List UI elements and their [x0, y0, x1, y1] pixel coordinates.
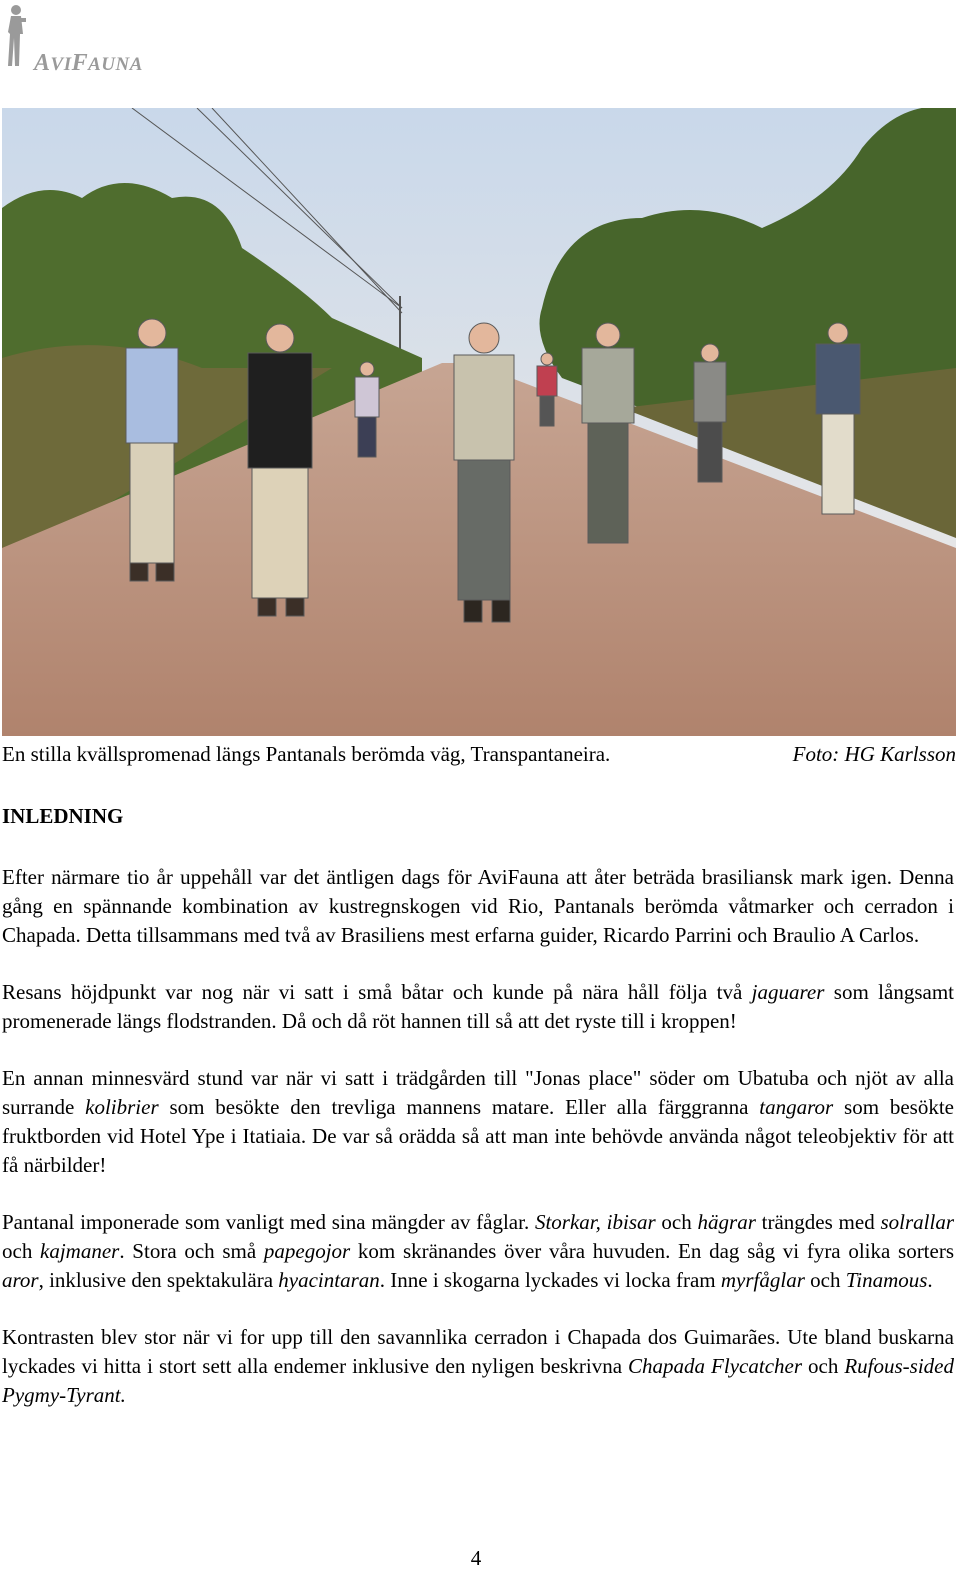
logo-wordmark: AVIFAUNA: [34, 50, 143, 76]
text-run: trängdes med: [755, 1210, 881, 1234]
text-run: .: [927, 1268, 933, 1292]
italic-term: aror: [2, 1268, 39, 1292]
italic-term: hyacintaran: [278, 1268, 380, 1292]
text-run: . Stora och små: [119, 1239, 264, 1263]
text-run: som besökte den trevliga mannens matare. Eller alla färggranna: [158, 1095, 760, 1119]
text-run: och: [655, 1210, 698, 1234]
italic-term: papegojor: [263, 1239, 351, 1263]
text-run: , inklusive den spektakulära: [38, 1268, 279, 1292]
paragraph: [2, 863, 954, 950]
italic-term: kajmaner: [40, 1239, 120, 1263]
italic-term: hägrar: [697, 1210, 756, 1234]
text-run: och: [2, 1239, 41, 1263]
text-run: som långsamt promenerade längs flodstranden. Då och då röt hannen till så att det ryste till i kroppen!: [2, 980, 954, 1033]
italic-term: solrallar: [880, 1210, 955, 1234]
text-run: Kontrasten blev stor när vi for upp till den savannlika cerradon i Chapada dos Guimarães. Ute bland buskarna lyckades vi hitta i stort sett alla endemer inklusive den nyligen beskrivna: [2, 1325, 954, 1378]
italic-term: tangaror: [759, 1095, 834, 1119]
birder-silhouette-icon: [4, 4, 30, 72]
section-heading: INLEDNING: [2, 804, 124, 828]
text-run: . Inne i skogarna lyckades vi locka fram: [379, 1268, 721, 1292]
text-run: Efter närmare tio år uppehåll var det äntligen dags för AviFauna att åter beträda brasiliansk mark igen. Denna gång en spännande kombination av kustregnskogen vid Rio, Pantanals berömda våtmarker och cerradon i Chapada. Detta tillsammans med två av Brasiliens mest erfarna guider, Ricardo Parrini och Braulio A Carlos.: [2, 865, 954, 947]
italic-term: kolibrier: [85, 1095, 159, 1119]
paragraph: [2, 1064, 954, 1180]
text-run: En annan minnesvärd stund var när vi satt i trädgården till "Jonas place" söder om Ubatuba och njöt av alla surrande: [2, 1066, 954, 1119]
italic-term: Rufous-sided Pygmy-Tyrant.: [2, 1354, 954, 1407]
avifauna-logo: [4, 4, 184, 74]
text-run: och: [804, 1268, 846, 1292]
italic-term: myrfåglar: [720, 1268, 805, 1292]
caption-text: En stilla kvällspromenad längs Pantanals berömda väg, Transpantaneira.: [2, 742, 611, 766]
text-run: och: [802, 1354, 845, 1378]
paragraph: [2, 1208, 954, 1295]
italic-term: jaguarer: [751, 980, 825, 1004]
text-run: som besökte fruktborden vid Hotel Ype i Itatiaia. De var så orädda så att man inte behövde använda något teleobjektiv för att få närbilder!: [2, 1095, 955, 1177]
walking-group-photo: [2, 108, 956, 736]
paragraph: [2, 1323, 954, 1410]
photo-credit: Foto: HG Karlsson: [792, 742, 956, 766]
text-run: Pantanal imponerade som vanligt med sina mängder av fåglar.: [2, 1210, 535, 1234]
body-text: [2, 863, 954, 1438]
paragraph: [2, 978, 954, 1036]
italic-term: Chapada Flycatcher: [628, 1354, 803, 1378]
text-run: Resans höjdpunkt var nog när vi satt i små båtar och kunde på nära håll följa två: [2, 980, 752, 1004]
photo-caption: [2, 740, 956, 768]
text-run: kom skränandes över våra huvuden. En dag såg vi fyra olika sorters: [350, 1239, 955, 1263]
italic-term: Storkar, ibisar: [534, 1210, 656, 1234]
italic-term: Tinamous: [845, 1268, 928, 1292]
page-number: 4: [470, 1546, 482, 1570]
